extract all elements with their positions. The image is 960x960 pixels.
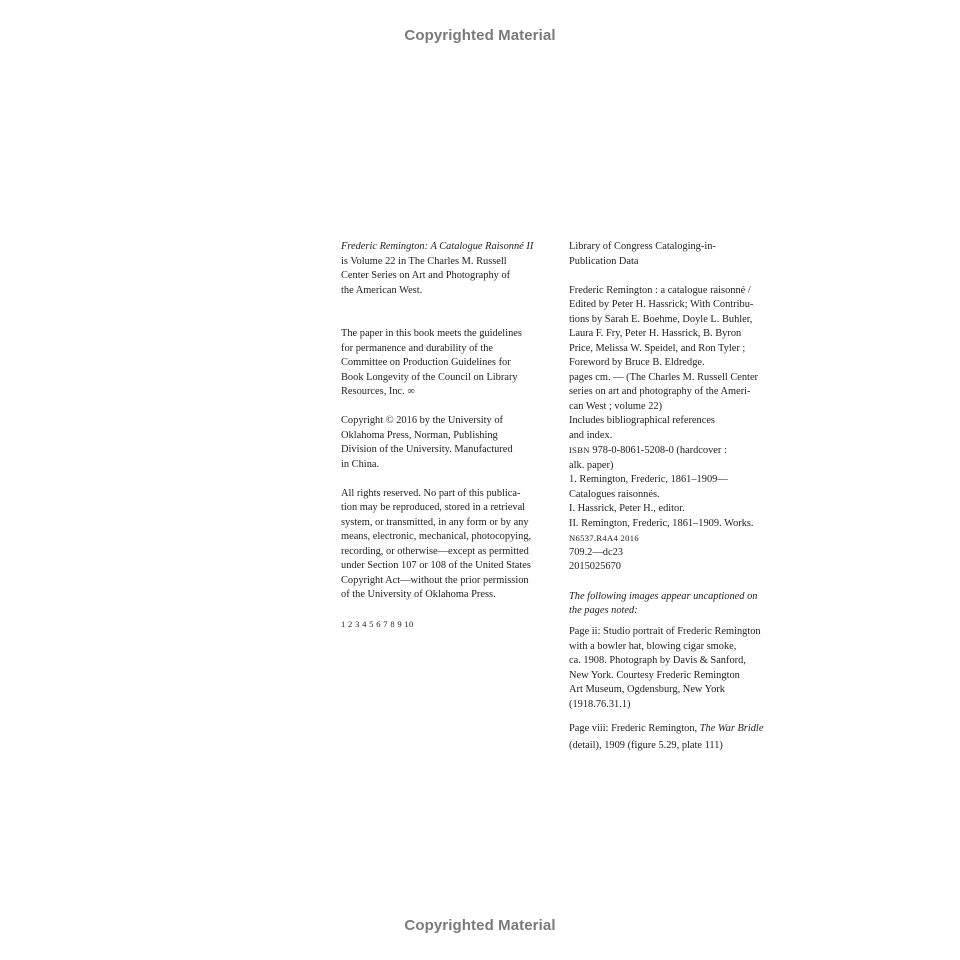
cip-line: Catalogues raisonnés. [569,488,660,500]
lccn-number: 2015025670 [569,561,621,572]
right-column [569,240,784,754]
cip-line: can West ; volume 22) [569,400,663,412]
caption-line: Page ii: Studio portrait of Frederic Remington [569,626,761,637]
series-line: the American West. [341,284,423,296]
series-line: Center Series on Art and Photography of [341,270,511,281]
copyright-line: Oklahoma Press, Norman, Publishing [341,429,498,441]
series-title: Frederic Remington: A Catalogue Raisonné II [341,241,534,252]
caption-page-ii [569,625,784,712]
rights-line: recording, or otherwise—except as permitted [341,545,529,557]
cip-header [569,240,784,269]
cip-header-line: Publication Data [569,255,639,267]
rights-notice [341,487,556,603]
series-note [341,240,556,298]
cip-header-line: Library of Congress Cataloging-in- [569,241,716,252]
cip-line: II. Remington, Frederic, 1861–1909. Works. [569,517,754,529]
watermark-top: Copyrighted Material [404,27,556,44]
caption-viii-title: The War Bridle [699,723,764,734]
caption-line: with a bowler hat, blowing cigar smoke, [569,640,737,652]
isbn-line [569,443,784,459]
copyright-notice [341,414,556,472]
paper-line: for permanence and durability of the [341,342,494,354]
call-number: N6537.R4A4 2016 [569,533,639,543]
cip-line: Includes bibliographical references [569,415,715,426]
cip-line: Edited by Peter H. Hassrick; With Contribu- [569,299,754,310]
paper-line: Resources, Inc. ∞ [341,386,415,397]
isbn-label: ISBN [569,445,590,455]
copyright-line: in China. [341,458,380,470]
rights-line: tion may be reproduced, stored in a retrieval [341,502,526,513]
rights-line: system, or transmitted, in any form or by any [341,516,529,528]
classification-line [569,546,768,575]
paper-line: Committee on Production Guidelines for [341,357,511,368]
cip-line: alk. paper) [569,459,614,471]
caption-line: (1918.76.31.1) [569,698,631,710]
rights-line: All rights reserved. No part of this publica- [341,487,521,499]
caption-line: (detail), 1909 (figure 5.29, plate 111) [569,740,723,751]
copyright-line: Division of the University. Manufactured [341,444,513,455]
paper-line: Book Longevity of the Council on Library [341,371,518,383]
rights-line: means, electronic, mechanical, photocopying, [341,531,532,542]
cip-line: series on art and photography of the Ameri- [569,386,751,397]
images-note [569,590,784,619]
images-note-line: the pages noted: [569,605,638,616]
caption-line: Art Museum, Ogdensburg, New York [569,684,725,695]
printing-line [341,617,556,632]
rights-line: of the University of Oklahoma Press. [341,589,496,600]
cip-record [569,284,784,575]
cip-line: tions by Sarah E. Boehme, Doyle L. Buhler, [569,313,753,325]
rights-line: under Section 107 or 108 of the United States [341,560,531,571]
dewey-number: 709.2—dc23 [569,546,623,558]
cip-line: I. Hassrick, Peter H., editor. [569,503,685,514]
images-note-line: The following images appear uncaptioned on [569,590,758,602]
cip-line: Frederic Remington : a catalogue raisonné / [569,284,751,296]
caption-line [569,720,784,737]
isbn-value: 978-0-8061-5208-0 (hardcover : [592,445,727,456]
cip-line: pages cm. — (The Charles M. Russell Center [569,371,759,383]
caption-viii-prefix: Page viii: Frederic Remington, [569,723,700,734]
copyright-line: Copyright © 2016 by the University of [341,415,504,426]
paper-line: The paper in this book meets the guidelines [341,328,522,339]
cip-line: and index. [569,429,613,441]
cip-line: Foreword by Bruce B. Eldredge. [569,357,705,368]
printing-numbers: 1 2 3 4 5 6 7 8 9 10 [341,619,414,629]
series-line: is Volume 22 in The Charles M. Russell [341,255,507,267]
caption-line: New York. Courtesy Frederic Remington [569,669,740,681]
caption-page-viii [569,720,784,754]
cip-line: 1. Remington, Frederic, 1861–1909— [569,474,728,485]
watermark-bottom: Copyrighted Material [404,917,556,934]
left-column [341,240,556,632]
cip-line: Price, Melissa W. Speidel, and Ron Tyler ; [569,342,746,354]
cip-line: Laura F. Fry, Peter H. Hassrick, B. Byron [569,328,742,339]
paper-note [341,327,556,400]
rights-line: Copyright Act—without the prior permission [341,574,529,586]
caption-line: ca. 1908. Photograph by Davis & Sanford, [569,655,746,666]
